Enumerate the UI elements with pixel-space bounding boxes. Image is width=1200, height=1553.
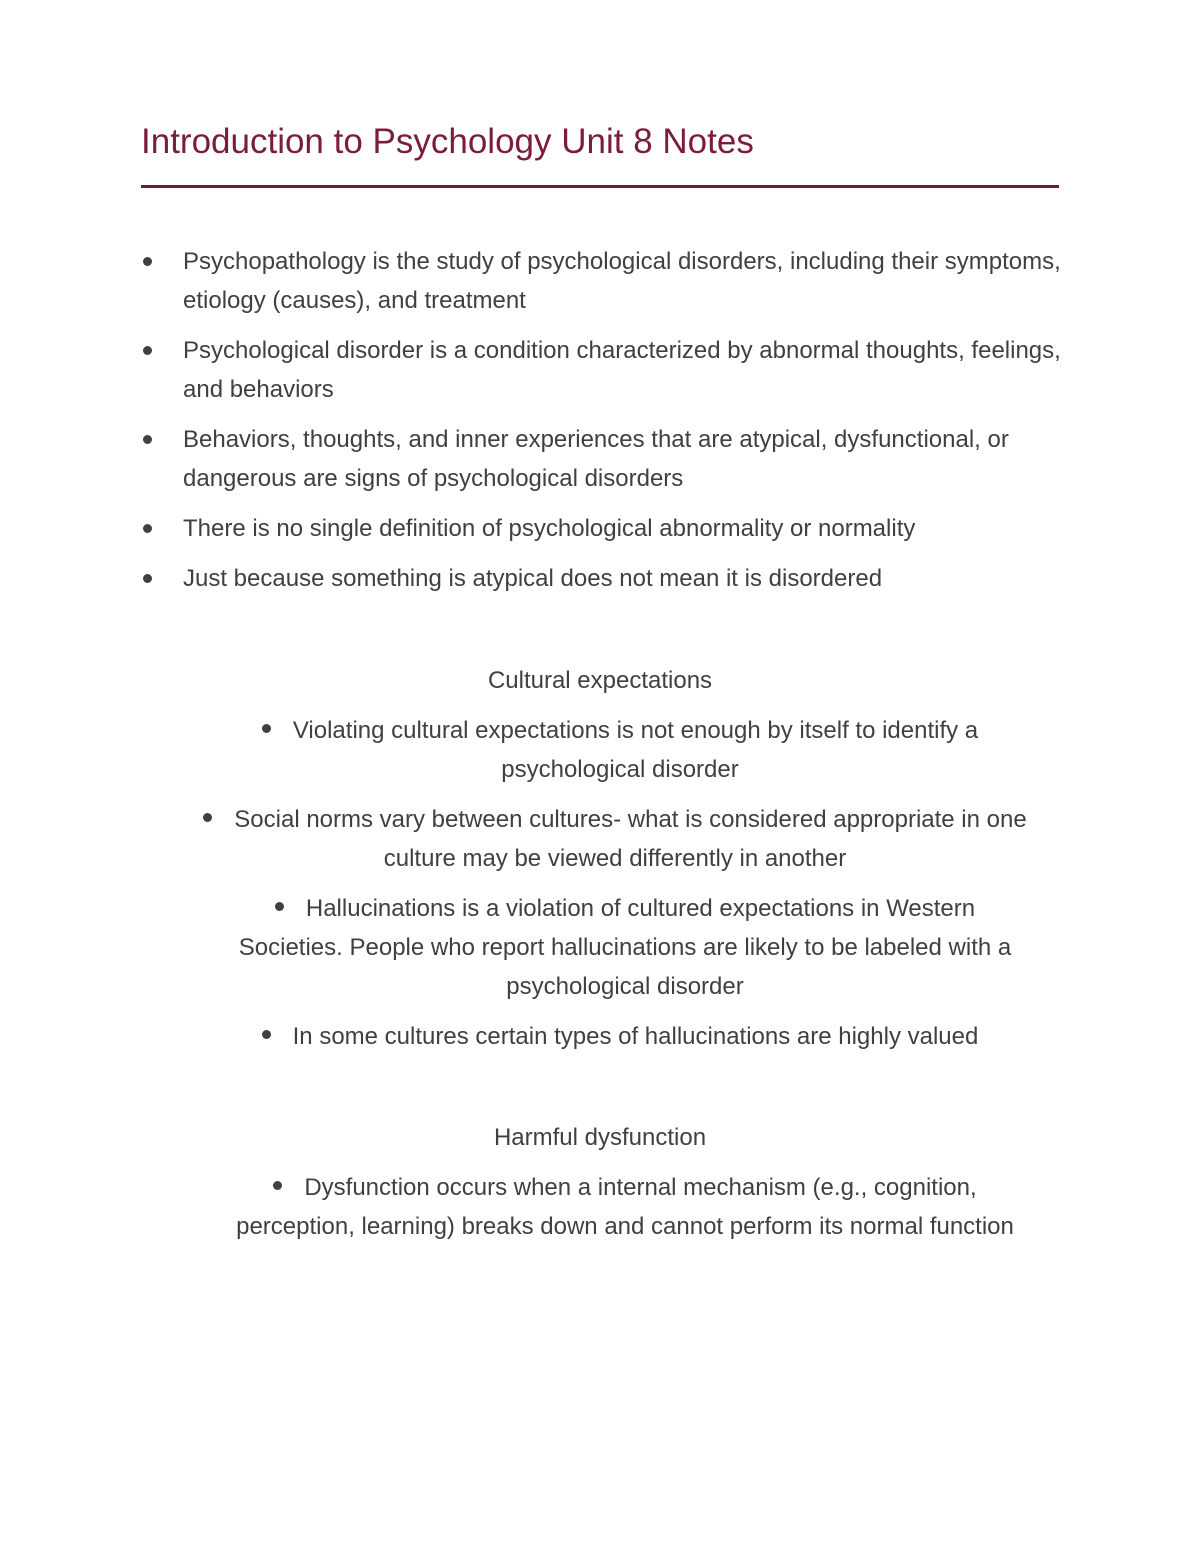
section-bullet-list bbox=[141, 1168, 1059, 1246]
list-item bbox=[141, 711, 1059, 789]
list-item-text: Dysfunction occurs when a internal mechanism (e.g., cognition, perception, learning) breaks down and cannot perform its normal function bbox=[236, 1174, 1014, 1240]
bullet-icon bbox=[275, 902, 284, 911]
section-bullet-list bbox=[141, 711, 1059, 1056]
bullet-icon bbox=[203, 813, 212, 822]
section-heading: Harmful dysfunction bbox=[493, 1124, 707, 1151]
list-item: Psychological disorder is a condition characterized by abnormal thoughts, feelings, and behaviors bbox=[141, 331, 1071, 409]
list-item bbox=[141, 889, 1059, 1006]
bullet-icon bbox=[262, 1030, 271, 1039]
section-harmful-dysfunction bbox=[141, 1118, 1059, 1257]
section-heading: Cultural expectations bbox=[487, 667, 713, 694]
list-item-text: Social norms vary between cultures- what is considered appropriate in one culture may be viewed differently in another bbox=[234, 806, 1027, 872]
list-item: Psychopathology is the study of psychological disorders, including their symptoms, etiology (causes), and treatment bbox=[141, 242, 1071, 320]
bullet-icon bbox=[273, 1181, 282, 1190]
title-underline bbox=[141, 185, 1059, 188]
intro-bullet-list bbox=[141, 242, 1071, 609]
list-item-text: Hallucinations is a violation of cultured expectations in Western Societies. People who report hallucinations are likely to be labeled with a psychological disorder bbox=[238, 895, 1012, 1000]
list-item: Just because something is atypical does not mean it is disordered bbox=[141, 559, 1071, 598]
list-item: Behaviors, thoughts, and inner experiences that are atypical, dysfunctional, or dangerous are signs of psychological disorders bbox=[141, 420, 1071, 498]
list-item-text: In some cultures certain types of hallucinations are highly valued bbox=[292, 1023, 979, 1050]
list-item: There is no single definition of psychological abnormality or normality bbox=[141, 509, 1071, 548]
section-cultural-expectations bbox=[141, 661, 1059, 1067]
bullet-icon bbox=[262, 724, 271, 733]
list-item-text: Violating cultural expectations is not enough by itself to identify a psychological disorder bbox=[292, 717, 979, 783]
list-item bbox=[141, 1168, 1059, 1246]
list-item bbox=[141, 800, 1059, 878]
list-item bbox=[141, 1017, 1059, 1056]
document-title: Introduction to Psychology Unit 8 Notes bbox=[141, 122, 754, 161]
